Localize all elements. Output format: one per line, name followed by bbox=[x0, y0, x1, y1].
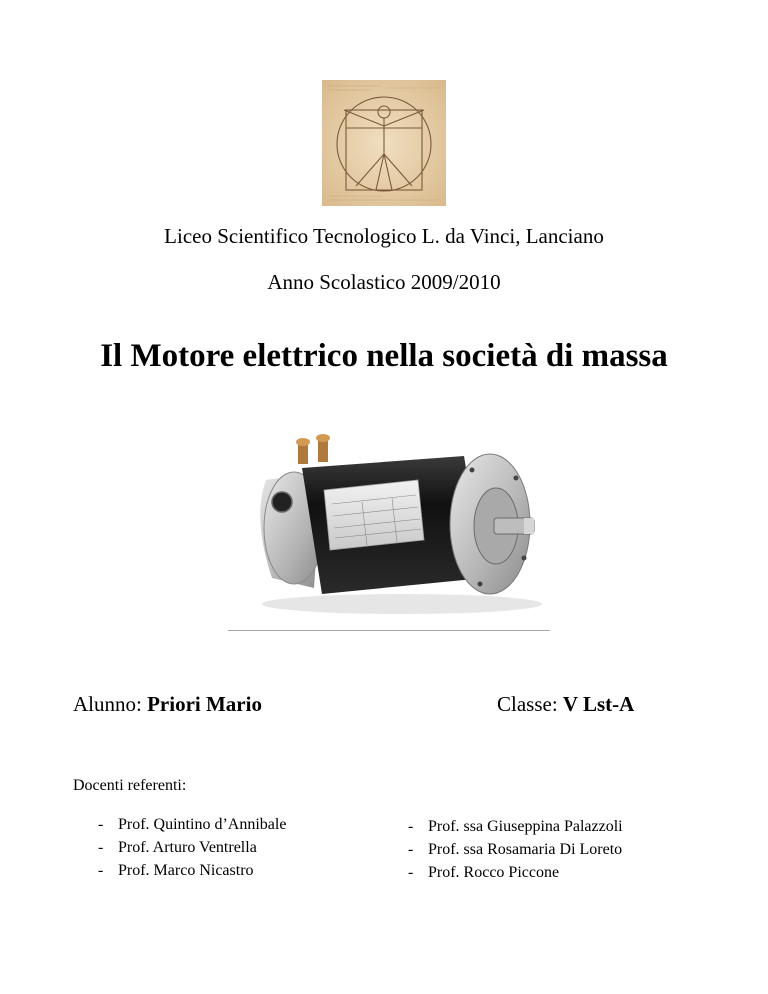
teacher-name: Prof. Quintino d’Annibale bbox=[118, 816, 287, 833]
electric-motor-image bbox=[232, 428, 550, 628]
document-title: Il Motore elettrico nella società di massa bbox=[100, 338, 668, 374]
class-value: V Lst-A bbox=[562, 692, 635, 716]
student-name: Priori Mario bbox=[147, 692, 262, 716]
list-item bbox=[98, 813, 286, 836]
list-item bbox=[408, 815, 623, 838]
school-year: Anno Scolastico 2009/2010 bbox=[267, 270, 501, 294]
class-label: Classe: bbox=[497, 692, 558, 716]
teacher-name: Prof. Marco Nicastro bbox=[118, 862, 254, 879]
bullet-dash: - bbox=[408, 818, 414, 835]
student-label: Alunno: bbox=[73, 692, 142, 716]
teacher-name: Prof. Rocco Piccone bbox=[428, 864, 560, 881]
school-name: Liceo Scientifico Tecnologico L. da Vinci, Lanciano bbox=[164, 224, 604, 248]
list-item bbox=[98, 836, 286, 859]
class-line bbox=[497, 692, 634, 717]
student-line bbox=[73, 692, 262, 717]
bullet-dash: - bbox=[98, 862, 104, 879]
image-divider bbox=[228, 630, 550, 631]
list-item bbox=[408, 838, 623, 861]
teacher-name: Prof. ssa Rosamaria Di Loreto bbox=[428, 841, 623, 858]
bullet-dash: - bbox=[408, 864, 414, 881]
teachers-label: Docenti referenti: bbox=[73, 777, 187, 794]
list-item bbox=[408, 861, 623, 884]
bullet-dash: - bbox=[408, 841, 414, 858]
teacher-name: Prof. ssa Giuseppina Palazzoli bbox=[428, 818, 623, 835]
teachers-list-right bbox=[408, 815, 623, 884]
list-item bbox=[98, 859, 286, 882]
bullet-dash: - bbox=[98, 816, 104, 833]
teacher-name: Prof. Arturo Ventrella bbox=[118, 839, 257, 856]
bullet-dash: - bbox=[98, 839, 104, 856]
vitruvian-man-icon bbox=[322, 80, 446, 206]
teachers-list-left bbox=[98, 813, 286, 882]
